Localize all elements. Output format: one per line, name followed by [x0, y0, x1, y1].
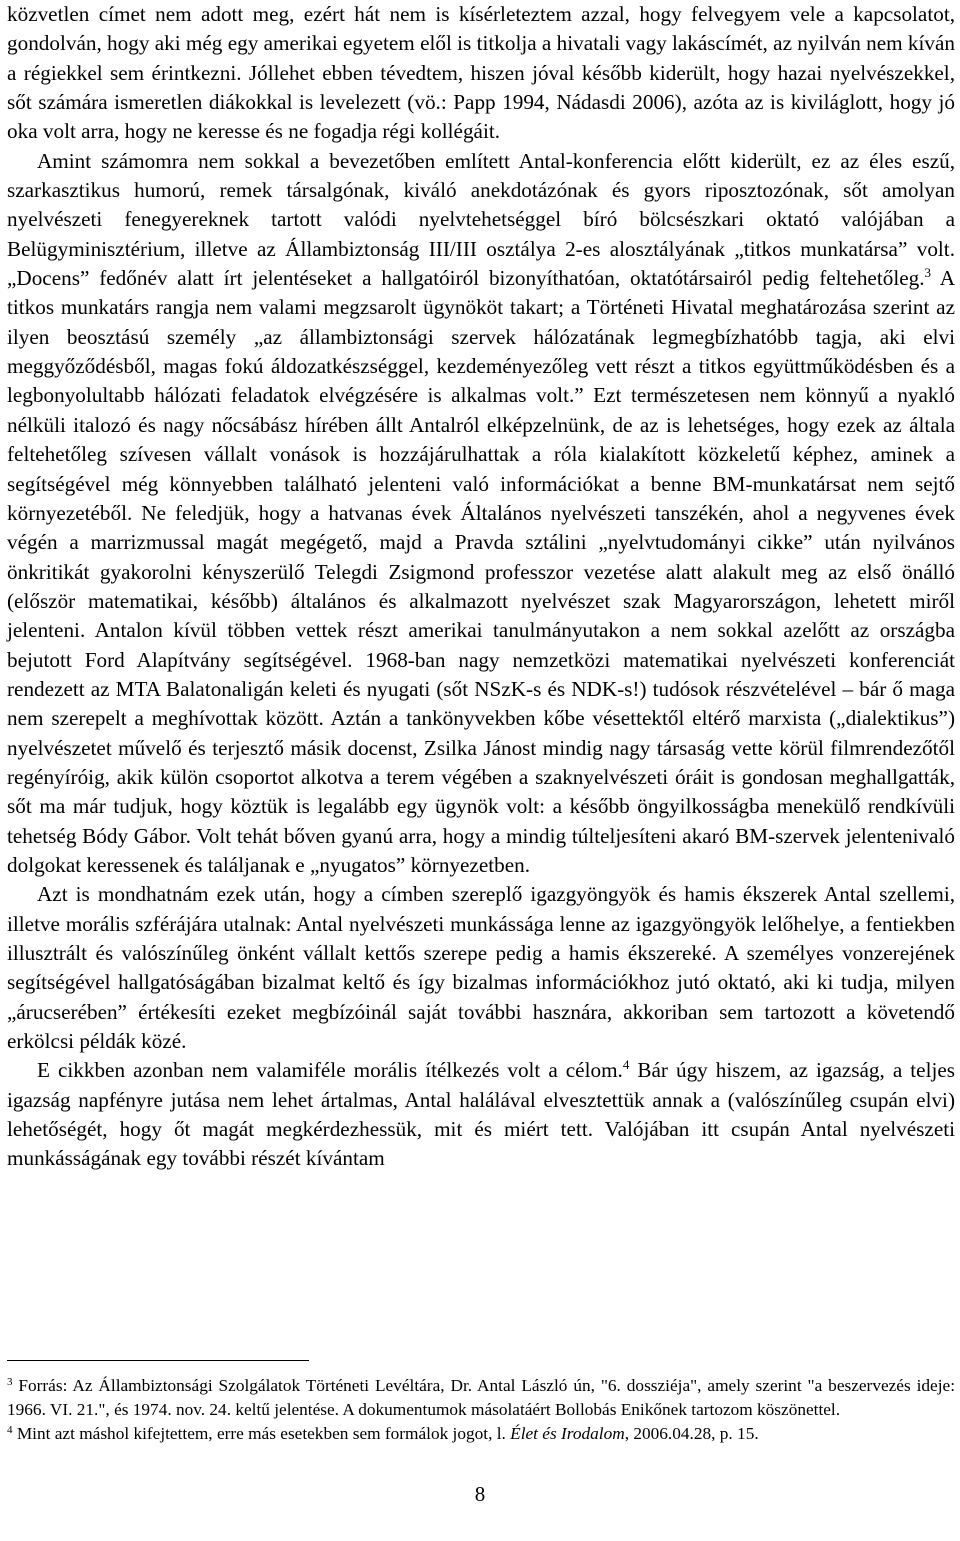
footnote-3	[7, 1374, 955, 1422]
footnote-ref-3[interactable]: 3	[924, 265, 931, 281]
text-segment: Azt is mondhatnám ezek után, hogy a címben szereplő igazgyöngyök és hamis ékszerek Antal szellemi, illetve morális szférájára utalnak: Antal nyelvészeti munkássága lenne az igazgyöngyök lelőhelye, a fentiekben illusztrált és valószínűleg önként vállalt kettős szerepe pedig a hamis ékszereké. A személyes vonzerejének segítségével hallgatóságában bizalmat keltő és így bizalmas információkhoz jutó oktató, aki ki tudja, milyen „árucserében” értékesíti ezeket megbízóinál saját további hasznára, akkoriban sem tartozott a követendő erkölcsi példák közé.	[7, 882, 955, 1054]
footnote-number: 4	[7, 1424, 13, 1436]
main-text	[7, 0, 955, 1174]
page-body	[7, 0, 955, 1174]
text-segment: A titkos munkatárs rangja nem valami megzsarolt ügynököt takart; a Történeti Hivatal meghatározása szerint az ilyen beosztású személy „az állambiztonsági szervek hálózatának legmegbízhatóbb tagja, aki elvi meggyőződésből, magas fokú áldozatkészséggel, kezdeményezőleg vett részt a titkos együttműködésben és a legbonyolultabb hálózati feladatok elvégzésére is alkalmas volt.” Ezt természetesen nem könnyű a nyakló nélküli italozó és nagy nőcsábász hírében állt Antalról elképzelnünk, de az is lehetséges, hogy ezek az általa feltehetőleg szívesen vállalt vonások is hozzájárulhattak a róla kialakított közkeletű képhez, aminek a segítségével még könnyebben található jelenteni való információkat a benne BM-munkatársat nem sejtő környezetéből. Ne feledjük, hogy a hatvanas évek Általános nyelvészeti tanszékén, ahol a negyvenes évek végén a marrizmussal magát megégető, majd a Pravda sztálini „nyelvtudományi cikke” után nyilvános önkritikát gyakorolni kényszerülő Telegdi Zsigmond professzor vezetése alatt alakult meg az első önálló (először matematikai, később) általános és alkalmazott nyelvészet szak Magyarországon, lehetett miről jelenteni. Antalon kívül többen vettek részt amerikai tanulmányutakon a nem sokkal azelőtt az országba bejutott Ford Alapítvány segítségével. 1968-ban nagy nemzetközi matematikai nyelvészeti konferenciát rendezett az MTA Balatonaligán keleti és nyugati (sőt NSzK-s és NDK-s!) tudósok részvételével – bár ő maga nem szerepelt a meghívottak között. Aztán a tankönyvekben kőbe vésettektől eltérő marxista („dialektikus”) nyelvészetet művelő és terjesztő másik docenst, Zsilka Jánost mindig nagy társaság vette körül filmrendezőtől regényíróig, akik külön csoportot alkotva a terem végében a szaknyelvészeti óráit is gondosan meghallgatták, sőt ma már tudjuk, hogy köztük is legalább egy ügynök volt: a később öngyilkosságba menekülő rendkívüli tehetség Bódy Gábor. Volt tehát bőven gyanú arra, hogy a mindig túlteljesíteni akaró BM-szervek jelentenivaló dolgokat keressenek és találjanak e „nyugatos” környezetben.	[7, 266, 955, 877]
footnote-text: , 2006.04.28, p. 15.	[624, 1424, 759, 1443]
footnote-text: Forrás: Az Állambiztonsági Szolgálatok Történeti Levéltára, Dr. Antal László ún, "6. dossziéja", amely szerint "a beszervezés ideje: 1966. VI. 21.", és 1974. nov. 24. keltű jelentése. A dokumentumok másolatáért Bollobás Enikőnek tartozom köszönettel.	[7, 1376, 955, 1419]
footnotes	[7, 1374, 955, 1446]
footnote-italic-title: Élet és Irodalom	[510, 1424, 625, 1443]
paragraph-2	[7, 147, 955, 881]
text-segment: Bár úgy hiszem, az igazság, a teljes igazság napfényre jutása nem lehet ártalmas, Antal halálával elvesztettük annak a (valószínűleg csupán elvi) lehetőségét, hogy őt magát megkérdezhessük, mit és miért tett. Valójában itt csupán Antal nyelvészeti munkásságának egy további részét kívántam	[7, 1058, 955, 1171]
text-segment: közvetlen címet nem adott meg, ezért hát nem is kísérleteztem azzal, hogy felvegyem vele a kapcsolatot, gondolván, hogy aki még egy amerikai egyetem elől is titkolja a hivatali vagy lakáscímét, az nyilván nem kíván a régiekkel sem érintkezni. Jóllehet ebben tévedtem, hiszen jóval később kiderült, hogy hazai nyelvészekkel, sőt számára ismeretlen diákokkal is levelezett (vö.: Papp 1994, Nádasdi 2006), azóta az is kiviláglott, hogy jó oka volt arra, hogy ne keresse és ne fogadja régi kollégáit.	[7, 2, 955, 144]
footnote-number: 3	[7, 1376, 13, 1388]
footnote-text: Mint azt máshol kifejtettem, erre más esetekben sem formálok jogot, l.	[12, 1424, 511, 1443]
page-number: 8	[474, 1482, 486, 1506]
paragraph-1	[7, 0, 955, 147]
text-segment: E cikkben azonban nem valamiféle morális ítélkezés volt a célom.	[37, 1058, 623, 1083]
footnote-ref-4[interactable]: 4	[622, 1057, 630, 1073]
paragraph-3	[7, 880, 955, 1056]
text-segment: Amint számomra nem sokkal a bevezetőben említett Antal-konferencia előtt kiderült, ez az éles eszű, szarkasztikus humorú, remek társalgónak, kiváló anekdotázónak és gyors riposztozónak, sőt amolyan nyelvészeti fenegyereknek tartott valódi nyelvtehetséggel bíró bölcsészkari oktató valójában a Belügyminisztérium, illetve az Állambiztonság III/III osztálya 2-es alosztályának „titkos munkatársa” volt. „Docens” fedőnév alatt írt jelentéseket a hallgatóiról bizonyíthatóan, oktatótársairól pedig feltehetőleg.	[7, 148, 955, 291]
paragraph-4	[7, 1056, 955, 1173]
footnote-4	[7, 1422, 955, 1446]
footnote-separator	[7, 1360, 309, 1361]
